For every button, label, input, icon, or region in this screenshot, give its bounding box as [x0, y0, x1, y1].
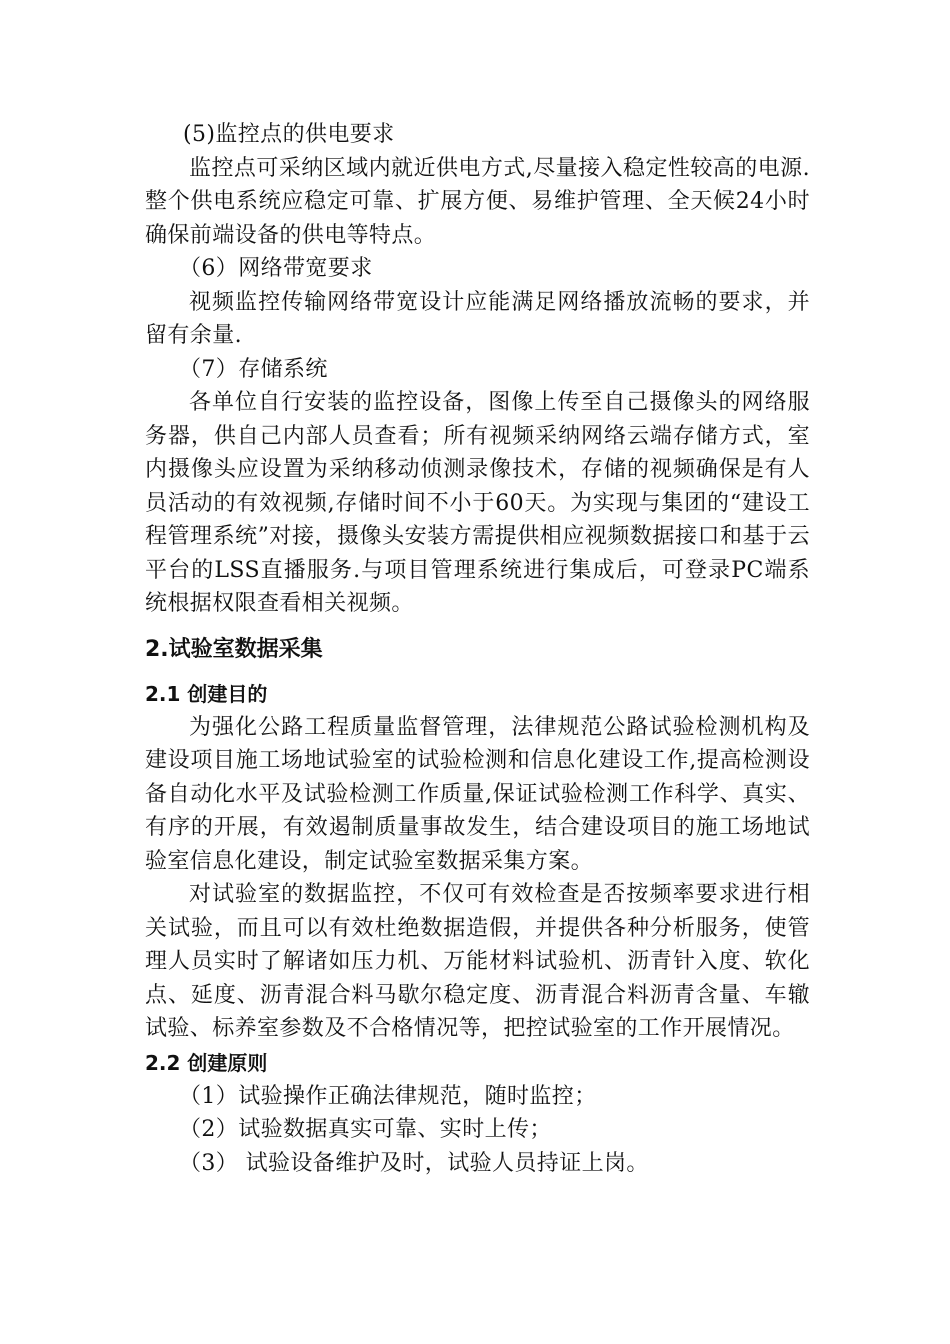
- principle-item: （1）试验操作正确法律规范，随时监控；: [179, 1083, 597, 1109]
- item-6-heading: （6）网络带宽要求: [179, 256, 373, 281]
- item-7-text: 各单位自行安装的监控设备，图像上传至自己摄像头的网络服务器，供自己内部人员查看；所有视频采纳网络云端存储方式，室内摄像头应设置为采纳移动侦测录像技术，存储的视频确保是有人员活动的有效视频,存储时间不小于60天。为实现与集团的“建设工程管理系统”对接，摄像头安装方需提供相应视频数据接口和基于云平台的LSS直播服务.与项目管理系统进行集成后，可登录PC端系统根据权限查看相关视频。: [145, 390, 810, 616]
- section-2-1-title: 2.1 创建目的: [145, 681, 268, 706]
- item-6-text: 视频监控传输网络带宽设计应能满足网络播放流畅的要求，并留有余量.: [145, 289, 810, 348]
- page-body: [145, 118, 810, 1180]
- section-2-1-paragraph-1: 为强化公路工程质量监督管理，法律规范公路试验检测机构及建设项目施工场地试验室的试验检测和信息化建设工作,提高检测设备自动化水平及试验检测工作质量,保证试验检测工作科学、真实、有序的开展，有效遏制质量事故发生，结合建设项目的施工场地试验室信息化建设，制定试验室数据采集方案。: [145, 714, 810, 874]
- principle-item: （3） 试验设备维护及时，试验人员持证上岗。: [179, 1150, 649, 1176]
- section-2-2-title: 2.2 创建原则: [145, 1050, 268, 1075]
- item-7-heading: （7）存储系统: [179, 356, 328, 382]
- section-2-title: 2.试验室数据采集: [145, 636, 323, 662]
- section-2-1-paragraph-2: 对试验室的数据监控，不仅可有效检查是否按频率要求进行相关试验，而且可以有效杜绝数据造假，并提供各种分析服务，使管理人员实时了解诸如压力机、万能材料试验机、沥青针入度、软化点、延度、沥青混合料马歇尔稳定度、沥青混合料沥青含量、车辙试验、标养室参数及不合格情况等，把控试验室的工作开展情况。: [145, 882, 810, 1041]
- item-5-text: 监控点可采纳区域内就近供电方式,尽量接入稳定性较高的电源.整个供电系统应稳定可靠、扩展方便、易维护管理、全天候24小时确保前端设备的供电等特点。: [145, 155, 810, 248]
- item-5-heading: (5)监控点的供电要求: [183, 122, 395, 147]
- principle-item: （2）试验数据真实可靠、实时上传；: [179, 1117, 552, 1142]
